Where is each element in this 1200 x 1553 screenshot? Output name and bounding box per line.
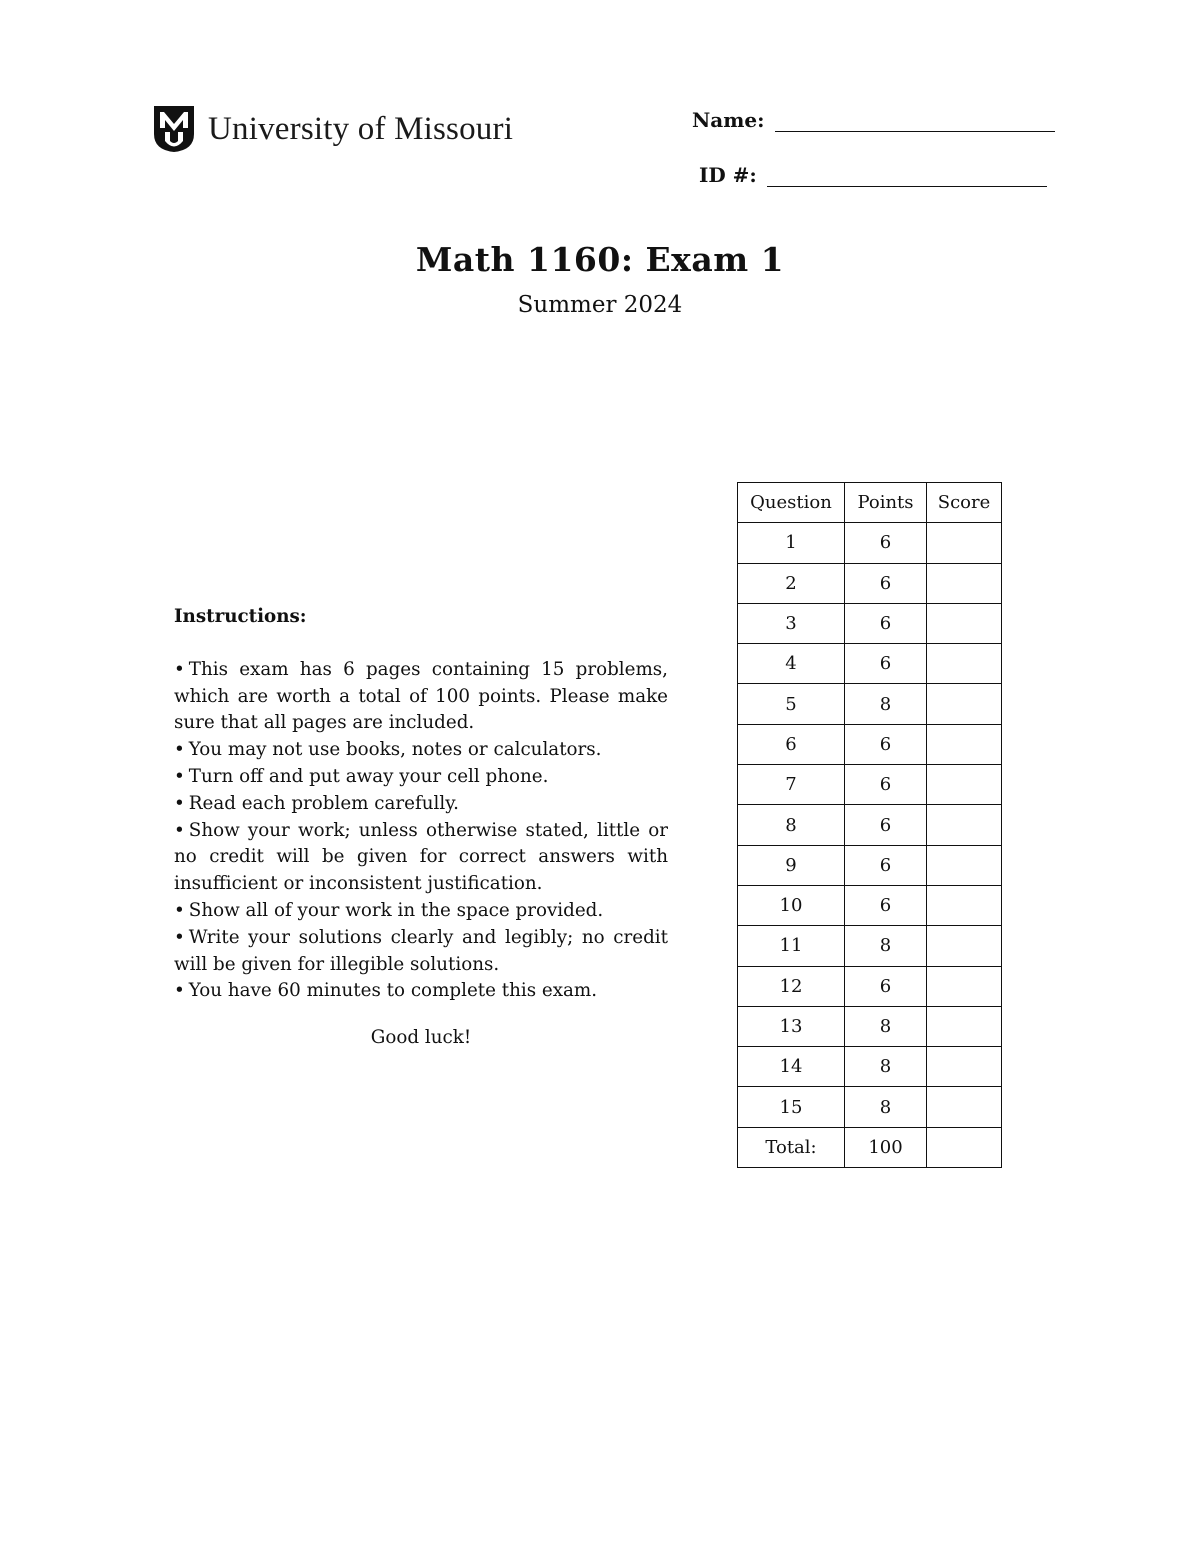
table-header-row: [738, 483, 1002, 523]
table-row: [738, 845, 1002, 885]
instruction-item: • You may not use books, notes or calculators.: [174, 739, 602, 761]
id-blank-line[interactable]: [767, 166, 1047, 187]
university-logo: [152, 104, 513, 154]
total-row: [738, 1127, 1002, 1167]
instruction-item: • Show all of your work in the space provided.: [174, 899, 604, 921]
table-row: [738, 765, 1002, 805]
points-cell: 6: [845, 966, 927, 1006]
instruction-item: • Turn off and put away your cell phone.: [174, 765, 549, 787]
points-cell: 6: [845, 523, 927, 563]
question-number-cell: 9: [738, 845, 845, 885]
table-row: [738, 1006, 1002, 1046]
score-cell[interactable]: [927, 603, 1002, 643]
bullet-icon: •: [174, 765, 185, 787]
exam-term: Summer 2024: [517, 292, 683, 318]
id-field: [699, 163, 1047, 187]
instructions-heading: Instructions:: [174, 606, 307, 627]
points-cell: 6: [845, 885, 927, 925]
name-blank-line[interactable]: [775, 111, 1055, 132]
points-cell: 8: [845, 1047, 927, 1087]
score-cell[interactable]: [927, 563, 1002, 603]
question-number-cell: 12: [738, 966, 845, 1006]
score-cell[interactable]: [927, 1047, 1002, 1087]
column-header-points: Points: [845, 483, 927, 523]
instruction-item: • Show your work; unless otherwise stated, little or no credit will be given for correct answers with insufficient or inconsistent justification.: [174, 819, 668, 895]
instruction-item: • This exam has 6 pages containing 15 problems, which are worth a total of 100 points. Please make sure that all pages are included.: [174, 658, 668, 734]
score-cell[interactable]: [927, 644, 1002, 684]
bullet-icon: •: [174, 980, 185, 1002]
score-cell[interactable]: [927, 1087, 1002, 1127]
points-cell: 6: [845, 724, 927, 764]
score-cell[interactable]: [927, 724, 1002, 764]
bullet-icon: •: [174, 739, 185, 761]
total-label: Total:: [738, 1127, 845, 1167]
closing-message: Good luck!: [370, 1027, 472, 1048]
table-row: [738, 926, 1002, 966]
score-cell[interactable]: [927, 765, 1002, 805]
id-label: ID #:: [699, 163, 757, 187]
points-cell: 8: [845, 926, 927, 966]
exam-title: Math 1160: Exam 1: [415, 240, 785, 279]
points-cell: 8: [845, 684, 927, 724]
instructions-block: [174, 604, 668, 1005]
score-cell[interactable]: [927, 805, 1002, 845]
grade-table-body: [738, 523, 1002, 1127]
question-number-cell: 3: [738, 603, 845, 643]
points-cell: 6: [845, 845, 927, 885]
points-cell: 6: [845, 644, 927, 684]
question-number-cell: 5: [738, 684, 845, 724]
mu-logo-icon: [152, 104, 196, 154]
score-cell[interactable]: [927, 684, 1002, 724]
name-label: Name:: [692, 108, 765, 132]
question-number-cell: 11: [738, 926, 845, 966]
table-row: [738, 684, 1002, 724]
question-number-cell: 8: [738, 805, 845, 845]
question-number-cell: 14: [738, 1047, 845, 1087]
question-number-cell: 4: [738, 644, 845, 684]
total-score-cell[interactable]: [927, 1127, 1002, 1167]
table-row: [738, 805, 1002, 845]
column-header-score: Score: [927, 483, 1002, 523]
column-header-question: Question: [738, 483, 845, 523]
question-number-cell: 13: [738, 1006, 845, 1046]
table-row: [738, 966, 1002, 1006]
score-cell[interactable]: [927, 966, 1002, 1006]
points-cell: 8: [845, 1006, 927, 1046]
points-cell: 6: [845, 603, 927, 643]
instruction-item: • Write your solutions clearly and legibly; no credit will be given for illegible solutions.: [174, 926, 668, 975]
question-number-cell: 2: [738, 563, 845, 603]
bullet-icon: •: [174, 926, 185, 948]
table-row: [738, 1087, 1002, 1127]
question-number-cell: 6: [738, 724, 845, 764]
points-cell: 6: [845, 563, 927, 603]
bullet-icon: •: [174, 819, 185, 841]
score-cell[interactable]: [927, 523, 1002, 563]
table-row: [738, 1047, 1002, 1087]
table-row: [738, 523, 1002, 563]
table-row: [738, 644, 1002, 684]
instruction-item: • You have 60 minutes to complete this exam.: [174, 980, 598, 1002]
table-row: [738, 563, 1002, 603]
question-number-cell: 10: [738, 885, 845, 925]
table-row: [738, 885, 1002, 925]
name-field: [692, 108, 1055, 132]
bullet-icon: •: [174, 792, 185, 814]
points-cell: 6: [845, 805, 927, 845]
question-number-cell: 1: [738, 523, 845, 563]
table-row: [738, 603, 1002, 643]
score-cell[interactable]: [927, 926, 1002, 966]
grade-table: [737, 482, 1002, 1168]
points-cell: 8: [845, 1087, 927, 1127]
score-cell[interactable]: [927, 845, 1002, 885]
question-number-cell: 7: [738, 765, 845, 805]
points-cell: 6: [845, 765, 927, 805]
score-cell[interactable]: [927, 1006, 1002, 1046]
institution-name: University of Missouri: [208, 110, 514, 147]
bullet-icon: •: [174, 658, 185, 680]
score-cell[interactable]: [927, 885, 1002, 925]
question-number-cell: 15: [738, 1087, 845, 1127]
table-row: [738, 724, 1002, 764]
total-points: 100: [845, 1127, 927, 1167]
bullet-icon: •: [174, 899, 185, 921]
instruction-item: • Read each problem carefully.: [174, 792, 459, 814]
